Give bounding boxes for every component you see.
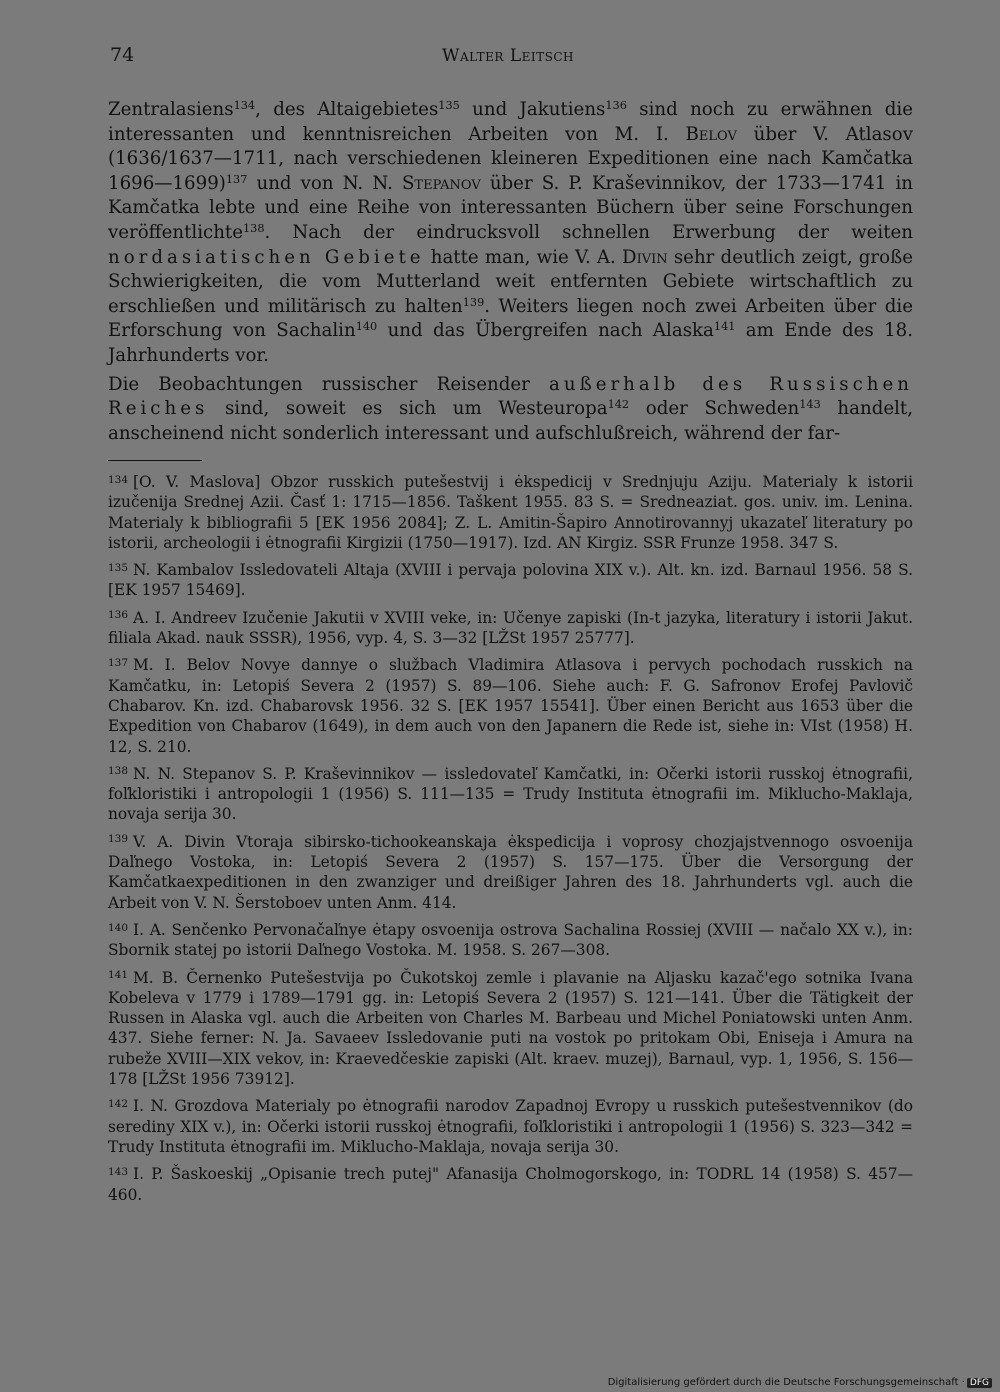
footnote-ref: 137 bbox=[225, 172, 248, 186]
footnote-number: 139 bbox=[108, 833, 128, 846]
footnote-number: 134 bbox=[108, 473, 128, 486]
text-run: Die Beobachtungen russischer Reisender bbox=[108, 373, 549, 395]
footnote-rule bbox=[108, 460, 202, 461]
footnote-text: N. Kambalov Issledovateli Altaja (XVIII i pervaja polovina XIX v.). Alt. kn. izd. Barnaul 1956. 58 S. [EK 1957 15469]. bbox=[108, 561, 913, 600]
footnote bbox=[108, 655, 913, 756]
text-run: hatte man, wie V. A. bbox=[424, 246, 623, 268]
author-name: Belov bbox=[685, 123, 737, 145]
text-run: über S. P. Kraševinnikov, der 1733—1741 in Kamčatka lebte und eine Reihe von interessanten Büchern über seine Forschungen veröffentlichte bbox=[108, 172, 913, 243]
digitization-credit bbox=[608, 1377, 992, 1388]
text-run: Zentralasiens bbox=[108, 99, 234, 120]
author-name: Divin bbox=[622, 246, 668, 268]
body-text bbox=[108, 98, 913, 446]
footnote-number: 142 bbox=[108, 1097, 128, 1110]
footnote bbox=[108, 832, 913, 913]
footnote-ref: 142 bbox=[607, 397, 630, 411]
footnote-ref: 138 bbox=[243, 221, 265, 235]
paragraph bbox=[108, 98, 913, 369]
footnote-ref: 134 bbox=[233, 98, 256, 112]
credit-text: Digitalisierung gefördert durch die Deutsche Forschungsgemeinschaft · bbox=[607, 1377, 965, 1388]
text-run: handelt, anscheinend nicht sonderlich interessant und aufschlußreich, während der far- bbox=[108, 398, 914, 444]
paragraph bbox=[108, 373, 913, 447]
text-run: und von N. N. bbox=[247, 172, 402, 194]
text-run: sehr deutlich zeigt, große Schwierigkeiten, die vom Mutterland weit entfernten Gebiete wirtschaftlich zu erschließen und militärisch zu halten bbox=[108, 246, 913, 317]
footnote-text: A. I. Andreev Izučenie Jakutii v XVIII veke, in: Učenye zapiski (In-t jazyka, literatury i istorii Jakut. filiala Akad. nauk SSSR), 1956, vyp. 4, S. 3—32 [LŽSt 1957 25777]. bbox=[108, 608, 913, 648]
footnote-number: 140 bbox=[108, 921, 128, 934]
text-run: sind noch zu erwähnen die interessanten und kenntnisreichen Arbeiten von M. I. bbox=[108, 99, 913, 145]
footnote-text: V. A. Divin Vtoraja sibirsko-tichookeanskaja ėkspedicija i voprosy chozjajstvennogo osvoenija Daľnego Vostoka, in: Letopiś Severa 2 (1957) S. 157—175. Über die Versorgung der Kamčatkaexpeditionen in den zwanziger und dreißiger Jahren des 18. Jahrhunderts vgl. auch die Arbeit von V. N. Šerstoboev unten Anm. 414. bbox=[108, 832, 913, 912]
text-run: sind, soweit es sich um Westeuropa bbox=[208, 398, 608, 420]
spaced-emphasis: außerhalb des Russischen Reiches bbox=[108, 373, 913, 420]
footnote bbox=[108, 560, 913, 601]
footnote bbox=[108, 608, 913, 649]
footnote-ref: 136 bbox=[605, 98, 627, 112]
text-run: oder Schweden bbox=[629, 398, 800, 420]
footnote-text: [O. V. Maslova] Obzor russkich putešestvij i ėkspedicij v Srednjuju Aziju. Materialy k istorii izučenija Srednej Azii. Časť 1: 1715—1856. Taškent 1955. 83 S. = Sredneaziat. gos. univ. im. Lenina. Materialy k bibliografii 5 [EK 1956 2084]; Z. L. Amitin-Šapiro Annotirovannyj ukazateľ literatury po istorii, archeologii i ėtnografii Kirgizii (1750—1917). Izd. AN Kirgiz. SSR Frunze 1958. 347 S. bbox=[108, 473, 913, 552]
footnote-text: M. I. Belov Novye dannye o službach Vladimira Atlasova i pervych pochodach russkich na Kamčatku, in: Letopiś Severa 2 (1957) S. 89—106. Siehe auch: F. G. Safronov Erofej Pavlovič Chabarov. Kn. izd. Chabarovsk 1956. 32 S. [EK 1957 15541]. Über einen Bericht aus 1653 über die Expedition von Chabarov (1649), in dem auch von den Japanern die Rede ist, siehe in: VIst (1958) H. 12, S. 210. bbox=[108, 656, 913, 756]
page-number: 74 bbox=[110, 44, 135, 66]
footnote-text: I. N. Grozdova Materialy po ėtnografii narodov Zapadnoj Evropy u russkich putešestvennikov (do serediny XIX v.), in: Očerki istorii russkoj ėtnografii, foľkloristiki i antropologii 1 (1956) S. 323—342 = Trudy Instituta ėtnografii im. Miklucho-Maklaja, novaja serija 30. bbox=[108, 1097, 913, 1156]
footnote-text: N. N. Stepanov S. P. Kraševinnikov — issledovateľ Kamčatki, in: Očerki istorii russkoj ėtnografii, foľkloristiki i antropologii 1 (1956) S. 111—135 = Trudy Instituta ėtnografii im. Miklucho-Maklaja, novaja serija 30. bbox=[108, 764, 913, 824]
footnote-ref: 143 bbox=[799, 397, 821, 411]
footnote bbox=[108, 920, 913, 961]
dfg-logo: DFG bbox=[967, 1378, 992, 1388]
text-run: über V. Atlasov (1636/1637—1711, nach verschiedenen kleineren Expeditionen eine nach Kamčatka 1696—1699) bbox=[108, 123, 913, 194]
footnotes bbox=[108, 472, 913, 1212]
text-run: . Weiters liegen noch zwei Arbeiten über die Erforschung von Sachalin bbox=[108, 295, 913, 342]
footnote-text: I. A. Senčenko Pervonačaľnye ėtapy osvoenija ostrova Sachalina Rossiej (XVIII — načalo XX v.), in: Sbornik statej po istorii Daľnego Vostoka. M. 1958. S. 267—308. bbox=[108, 920, 913, 960]
footnote-number: 135 bbox=[108, 561, 128, 574]
footnote-ref: 140 bbox=[355, 320, 378, 334]
footnote-ref: 141 bbox=[713, 320, 736, 334]
footnote-text: M. B. Černenko Putešestvija po Čukotskoj zemle i plavanie na Aljasku kazač'ego sotnika Ivana Kobeleva v 1779 i 1789—1791 gg. in: Letopiś Severa 2 (1957) S. 121—141. Über die Tätigkeit der Russen in Alaska vgl. auch die Arbeiten von Charles M. Barbeau und Michel Poniatowski unten Anm. 437. Siehe ferner: N. Ja. Savaeev Issledovanie puti na vostok po pritokam Obi, Eniseja i Amura na rubeže XVIII—XIX vekov, in: Kraevedčeskie zapiski (Alt. kraev. muzej), Barnaul, vyp. 1, 1956, S. 156—178 [LŽSt 1956 73912]. bbox=[108, 968, 913, 1089]
footnote-number: 136 bbox=[108, 609, 128, 622]
footnote-number: 137 bbox=[108, 656, 128, 669]
spaced-emphasis: nordasiatischen Gebiete bbox=[108, 246, 425, 268]
text-run: und das Übergreifen nach Alaska bbox=[377, 320, 714, 342]
footnote bbox=[108, 968, 913, 1090]
text-run: am Ende des 18. Jahrhunderts vor. bbox=[108, 320, 914, 366]
footnote bbox=[108, 1164, 913, 1205]
running-head: Walter Leitsch bbox=[442, 46, 574, 66]
footnote bbox=[108, 472, 913, 553]
text-run: und Jakutiens bbox=[459, 99, 606, 120]
text-run: , des Altaigebietes bbox=[255, 99, 439, 120]
footnote-number: 143 bbox=[108, 1165, 128, 1178]
text-run: . Nach der eindrucksvoll schnellen Erwerbung der weiten bbox=[264, 221, 913, 243]
footnote bbox=[108, 1096, 913, 1157]
footnote-ref: 139 bbox=[462, 295, 485, 309]
footnote-number: 138 bbox=[108, 765, 128, 778]
footnote-text: I. P. Šaskoeskij „Opisanie trech putej" Afanasija Cholmogorskogo, in: TODRL 14 (1958) S. 457—460. bbox=[108, 1165, 913, 1204]
author-name: Stepanov bbox=[401, 172, 481, 194]
footnote-number: 141 bbox=[108, 969, 128, 982]
footnote-ref: 135 bbox=[438, 98, 460, 112]
footnote bbox=[108, 764, 913, 825]
